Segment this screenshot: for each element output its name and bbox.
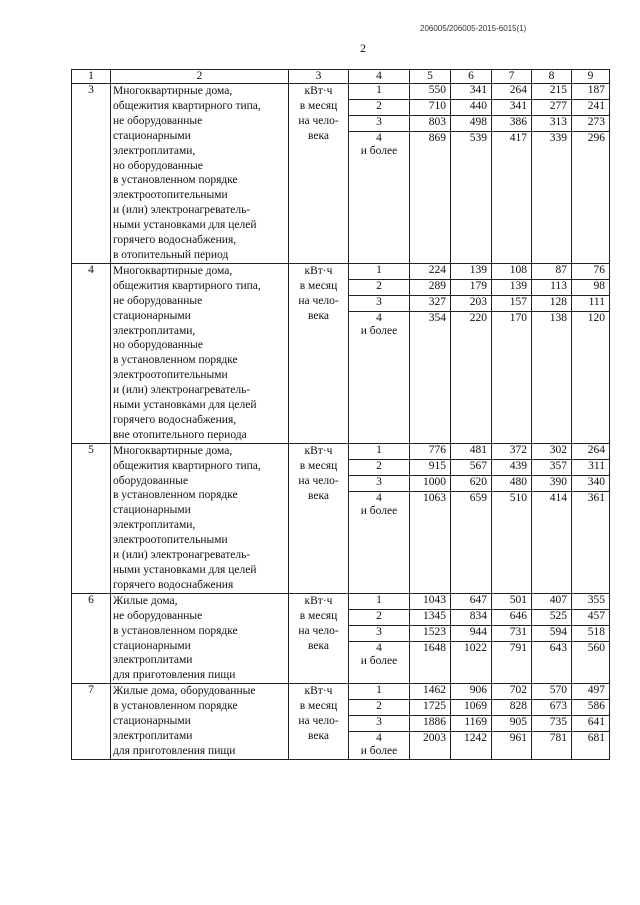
norm-value: 414 <box>532 491 572 593</box>
description-line: не оборудованные <box>113 294 203 307</box>
description-line: оборудованные <box>113 474 189 487</box>
category-description <box>111 84 289 264</box>
norm-value: 480 <box>492 475 532 491</box>
norm-value: 869 <box>410 132 451 264</box>
unit-line: кВт·ч <box>304 685 333 698</box>
unit-line: на чело- <box>298 115 339 127</box>
norm-value: 1022 <box>451 641 492 683</box>
room-count-line: 1 <box>376 684 382 697</box>
norm-value: 834 <box>451 609 492 625</box>
norm-value: 170 <box>492 311 532 443</box>
room-count-line: и более <box>360 745 398 758</box>
norm-value: 354 <box>410 311 451 443</box>
description-line: в установленном порядке <box>113 624 238 637</box>
norm-value: 187 <box>572 84 610 100</box>
description-line: вне отопительного периода <box>113 428 247 441</box>
norm-value: 138 <box>532 311 572 443</box>
room-count <box>349 732 410 760</box>
column-header-8: 8 <box>532 70 572 84</box>
norm-value: 1886 <box>410 716 451 732</box>
room-count-line: 3 <box>376 625 382 638</box>
unit-line: кВт·ч <box>304 444 333 457</box>
norm-value: 735 <box>532 716 572 732</box>
norm-value: 264 <box>572 443 610 459</box>
table-row <box>72 684 610 700</box>
norm-value: 386 <box>492 116 532 132</box>
norm-value: 567 <box>451 459 492 475</box>
room-count-line: 4 <box>376 732 382 745</box>
category-description <box>111 263 289 443</box>
norm-value: 643 <box>532 641 572 683</box>
unit-line: кВт·ч <box>304 85 333 97</box>
unit-line: на чело- <box>298 294 339 307</box>
room-count <box>349 295 410 311</box>
room-count-line: и более <box>360 324 398 337</box>
norm-value: 457 <box>572 609 610 625</box>
column-header-2: 2 <box>111 70 289 84</box>
description-line: стационарными <box>113 504 191 517</box>
description-line: ными установками для целей <box>113 564 257 576</box>
room-count-line: 3 <box>376 716 382 729</box>
norm-value: 313 <box>532 116 572 132</box>
norm-value: 157 <box>492 295 532 311</box>
norm-value: 361 <box>572 491 610 593</box>
norm-value: 296 <box>572 132 610 264</box>
norm-value: 390 <box>532 475 572 491</box>
norm-value: 481 <box>451 443 492 459</box>
row-number: 4 <box>72 263 111 443</box>
norm-value: 905 <box>492 716 532 732</box>
room-count-line: 3 <box>376 116 382 128</box>
norm-value: 776 <box>410 443 451 459</box>
description-line: электроплитами, <box>113 519 196 532</box>
norm-value: 1462 <box>410 684 451 700</box>
unit-line: века <box>308 130 329 142</box>
unit-cell <box>289 84 349 264</box>
description-line: в установленном порядке <box>113 700 238 713</box>
unit-line: в месяц <box>299 609 338 622</box>
norm-value: 915 <box>410 459 451 475</box>
room-count <box>349 609 410 625</box>
room-count <box>349 311 410 443</box>
norm-value: 1043 <box>410 593 451 609</box>
room-count-line: 4 <box>376 311 382 324</box>
norm-value: 781 <box>532 732 572 760</box>
unit-line: века <box>308 730 329 743</box>
norm-value: 560 <box>572 641 610 683</box>
room-count-line: 4 <box>376 491 382 504</box>
norm-value: 647 <box>451 593 492 609</box>
unit-line: кВт·ч <box>304 264 333 277</box>
unit-line: века <box>308 639 329 652</box>
category-description <box>111 593 289 683</box>
room-count-line: и более <box>360 145 398 157</box>
norm-value: 341 <box>492 100 532 116</box>
norm-value: 98 <box>572 279 610 295</box>
norm-value: 1648 <box>410 641 451 683</box>
norm-value: 906 <box>451 684 492 700</box>
norm-value: 501 <box>492 593 532 609</box>
norm-value: 327 <box>410 295 451 311</box>
row-number: 6 <box>72 593 111 683</box>
room-count <box>349 279 410 295</box>
unit-line: века <box>308 309 329 322</box>
room-count <box>349 700 410 716</box>
room-count-line: и более <box>360 504 398 517</box>
room-count <box>349 641 410 683</box>
room-count <box>349 132 410 264</box>
norm-value: 87 <box>532 263 572 279</box>
unit-cell <box>289 263 349 443</box>
norm-value: 139 <box>492 279 532 295</box>
room-count <box>349 263 410 279</box>
norm-value: 710 <box>410 100 451 116</box>
norm-value: 791 <box>492 641 532 683</box>
norm-value: 525 <box>532 609 572 625</box>
column-header-5: 5 <box>410 70 451 84</box>
norm-value: 1725 <box>410 700 451 716</box>
description-line: Жилые дома, <box>113 594 178 607</box>
column-header-9: 9 <box>572 70 610 84</box>
norm-value: 113 <box>532 279 572 295</box>
description-line: горячего водоснабжения <box>113 578 234 591</box>
norm-value: 220 <box>451 311 492 443</box>
description-line: не оборудованные <box>113 114 203 127</box>
description-line: Жилые дома, оборудованные <box>113 685 256 698</box>
norm-value: 1069 <box>451 700 492 716</box>
norm-value: 1000 <box>410 475 451 491</box>
norm-value: 659 <box>451 491 492 593</box>
description-line: ными установками для целей <box>113 399 257 412</box>
room-count <box>349 459 410 475</box>
room-count-line: 1 <box>376 593 382 606</box>
norm-value: 961 <box>492 732 532 760</box>
norm-value: 357 <box>532 459 572 475</box>
table-row <box>72 593 610 609</box>
unit-cell <box>289 593 349 683</box>
norm-value: 340 <box>572 475 610 491</box>
description-line: стационарными <box>113 309 191 322</box>
description-line: Многоквартирные дома, <box>113 444 233 457</box>
room-count <box>349 84 410 100</box>
unit-line: в месяц <box>299 279 338 292</box>
unit-cell <box>289 443 349 593</box>
description-line: Многоквартирные дома, <box>113 264 233 277</box>
category-description <box>111 684 289 760</box>
description-line: но оборудованные <box>113 339 203 352</box>
room-count <box>349 625 410 641</box>
unit-cell <box>289 684 349 760</box>
description-line: и (или) электронагреватель- <box>113 549 251 562</box>
room-count-line: 2 <box>376 700 382 713</box>
room-count <box>349 716 410 732</box>
norm-value: 510 <box>492 491 532 593</box>
column-header-3: 3 <box>289 70 349 84</box>
room-count-line: 1 <box>376 84 382 96</box>
norm-value: 641 <box>572 716 610 732</box>
room-count-line: 4 <box>376 132 382 144</box>
description-line: горячего водоснабжения, <box>113 413 237 426</box>
norm-value: 497 <box>572 684 610 700</box>
room-count-line: 2 <box>376 279 382 292</box>
norm-value: 944 <box>451 625 492 641</box>
row-number: 5 <box>72 443 111 593</box>
norm-value: 594 <box>532 625 572 641</box>
table-row <box>72 84 610 100</box>
description-line: в установленном порядке <box>113 489 238 502</box>
room-count <box>349 443 410 459</box>
room-count-line: 3 <box>376 295 382 308</box>
norm-value: 111 <box>572 295 610 311</box>
norm-value: 1169 <box>451 716 492 732</box>
norm-value: 1063 <box>410 491 451 593</box>
norm-value: 273 <box>572 116 610 132</box>
unit-line: века <box>308 489 329 502</box>
norm-value: 128 <box>532 295 572 311</box>
norm-value: 539 <box>451 132 492 264</box>
page-number: 2 <box>360 41 366 55</box>
room-count-line: 4 <box>376 641 382 654</box>
room-count-line: 2 <box>376 459 382 472</box>
norm-value: 355 <box>572 593 610 609</box>
norm-value: 646 <box>492 609 532 625</box>
room-count-line: 1 <box>376 443 382 456</box>
norm-value: 828 <box>492 700 532 716</box>
norm-value: 673 <box>532 700 572 716</box>
norm-value: 570 <box>532 684 572 700</box>
description-line: Многоквартирные дома, <box>113 85 233 97</box>
norm-value: 277 <box>532 100 572 116</box>
norm-value: 1523 <box>410 625 451 641</box>
room-count <box>349 593 410 609</box>
room-count-line: 2 <box>376 100 382 112</box>
norm-value: 518 <box>572 625 610 641</box>
description-line: в установленном порядке <box>113 354 238 367</box>
header-row <box>72 70 610 84</box>
norm-value: 1242 <box>451 732 492 760</box>
column-header-6: 6 <box>451 70 492 84</box>
unit-line: на чело- <box>298 715 339 728</box>
norm-value: 341 <box>451 84 492 100</box>
norm-value: 289 <box>410 279 451 295</box>
column-header-4: 4 <box>349 70 410 84</box>
unit-line: в месяц <box>299 459 338 472</box>
norm-value: 302 <box>532 443 572 459</box>
document-id: 206005/206005-2015-6015(1) <box>420 24 527 33</box>
norm-value: 108 <box>492 263 532 279</box>
consumption-norms-table <box>71 69 610 760</box>
room-count <box>349 100 410 116</box>
norm-value: 731 <box>492 625 532 641</box>
norm-value: 439 <box>492 459 532 475</box>
norm-value: 241 <box>572 100 610 116</box>
row-number: 3 <box>72 84 111 264</box>
description-line: стационарными <box>113 715 191 728</box>
description-line: общежития квартирного типа, <box>113 99 261 112</box>
description-line: для приготовления пищи <box>113 669 236 682</box>
norm-value: 215 <box>532 84 572 100</box>
norm-value: 264 <box>492 84 532 100</box>
norm-value: 339 <box>532 132 572 264</box>
unit-line: в месяц <box>299 100 338 112</box>
norm-value: 407 <box>532 593 572 609</box>
category-description <box>111 443 289 593</box>
description-line: горячего водоснабжения, <box>113 234 237 247</box>
unit-line: кВт·ч <box>304 594 333 607</box>
norm-value: 417 <box>492 132 532 264</box>
norm-value: 139 <box>451 263 492 279</box>
column-header-1: 1 <box>72 70 111 84</box>
norm-value: 120 <box>572 311 610 443</box>
description-line: общежития квартирного типа, <box>113 279 261 292</box>
norm-value: 76 <box>572 263 610 279</box>
description-line: стационарными <box>113 639 191 652</box>
norm-value: 586 <box>572 700 610 716</box>
norm-value: 311 <box>572 459 610 475</box>
room-count <box>349 684 410 700</box>
description-line: электроплитами <box>113 654 193 667</box>
room-count-line: 2 <box>376 609 382 622</box>
unit-line: на чело- <box>298 474 339 487</box>
description-line: в установленном порядке <box>113 174 238 187</box>
description-line: электроотопительными <box>113 189 228 202</box>
description-line: электроотопительными <box>113 534 228 547</box>
norm-value: 179 <box>451 279 492 295</box>
norm-value: 203 <box>451 295 492 311</box>
description-line: и (или) электронагреватель- <box>113 204 251 217</box>
description-line: стационарными <box>113 129 191 142</box>
table-row <box>72 443 610 459</box>
description-line: и (или) электронагреватель- <box>113 384 251 397</box>
norm-value: 440 <box>451 100 492 116</box>
room-count-line: 1 <box>376 263 382 276</box>
description-line: ными установками для целей <box>113 219 257 232</box>
description-line: но оборудованные <box>113 159 203 172</box>
norm-value: 498 <box>451 116 492 132</box>
norm-value: 803 <box>410 116 451 132</box>
description-line: в отопительный период <box>113 248 229 261</box>
norm-value: 681 <box>572 732 610 760</box>
norm-value: 2003 <box>410 732 451 760</box>
table-row <box>72 263 610 279</box>
norm-value: 1345 <box>410 609 451 625</box>
room-count-line: и более <box>360 654 398 667</box>
norm-value: 372 <box>492 443 532 459</box>
column-header-7: 7 <box>492 70 532 84</box>
norm-value: 702 <box>492 684 532 700</box>
description-line: электроотопительными <box>113 369 228 382</box>
unit-line: в месяц <box>299 700 338 713</box>
room-count <box>349 475 410 491</box>
unit-line: на чело- <box>298 624 339 637</box>
room-count <box>349 116 410 132</box>
room-count <box>349 491 410 593</box>
room-count-line: 3 <box>376 475 382 488</box>
norm-value: 550 <box>410 84 451 100</box>
description-line: электроплитами <box>113 729 193 742</box>
norm-value: 620 <box>451 475 492 491</box>
description-line: для приготовления пищи <box>113 744 236 757</box>
norm-value: 224 <box>410 263 451 279</box>
description-line: электроплитами, <box>113 144 196 157</box>
description-line: общежития квартирного типа, <box>113 459 261 472</box>
description-line: электроплитами, <box>113 324 196 337</box>
row-number: 7 <box>72 684 111 760</box>
description-line: не оборудованные <box>113 609 203 622</box>
